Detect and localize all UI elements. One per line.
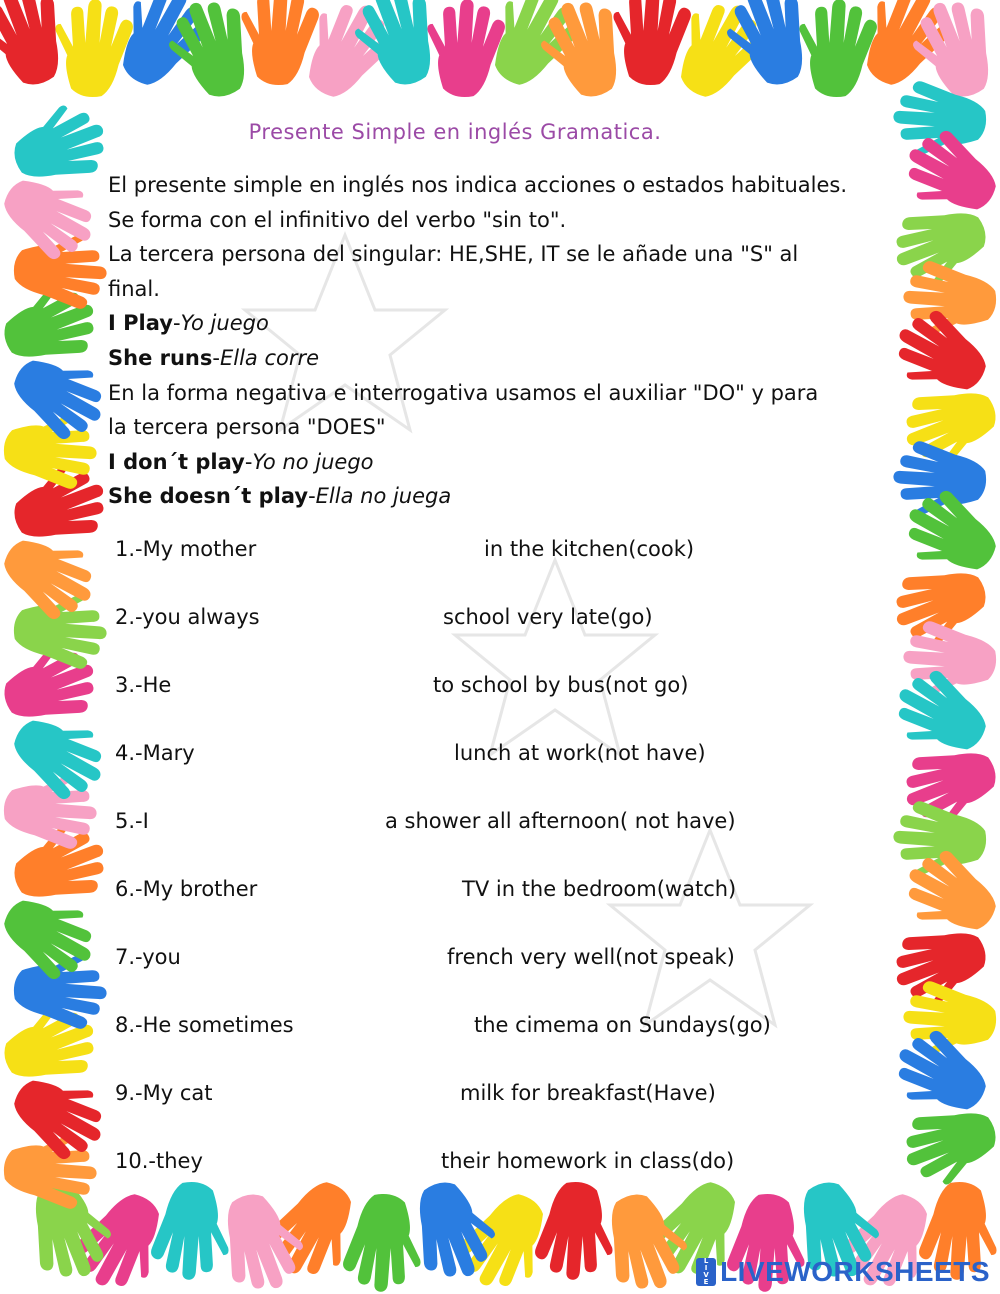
exercise-hint: milk for breakfast(Have) — [460, 1081, 716, 1105]
dash: - — [212, 345, 220, 370]
grammar-explanation — [108, 168, 908, 514]
dash: - — [172, 311, 181, 336]
example-line — [108, 445, 908, 480]
intro-line: En la forma negativa e interrogativa usamos el auxiliar "DO" y para — [108, 380, 819, 405]
exercise-hint: their homework in class(do) — [441, 1149, 735, 1173]
exercise-hint: the cimema on Sundays(go) — [474, 1013, 771, 1037]
exercise-prompt: 3.-He — [115, 673, 172, 697]
brand-name: LIVEWORKSHEETS — [720, 1256, 990, 1287]
exercise-hint: TV in the bedroom(watch) — [462, 877, 737, 901]
exercise-prompt: 5.-I — [115, 809, 149, 833]
exercise-prompt: 10.-they — [115, 1149, 203, 1173]
intro-line: Se forma con el infinitivo del verbo "sin to". — [108, 207, 567, 232]
example-spanish: Yo juego — [180, 311, 269, 336]
exercise-prompt: 2.-you always — [115, 605, 260, 629]
exercise-prompt: 9.-My cat — [115, 1081, 213, 1105]
exercise-hint: lunch at work(not have) — [454, 741, 706, 765]
exercise-hint: school very late(go) — [443, 605, 653, 629]
exercise-hint: in the kitchen(cook) — [484, 537, 695, 561]
intro-line: El presente simple en inglés nos indica acciones o estados habituales. — [108, 173, 848, 197]
live-badge-icon: L I V E — [696, 1258, 716, 1286]
dash: - — [308, 484, 316, 509]
example-spanish: Ella corre — [219, 345, 320, 370]
example-line — [108, 479, 908, 514]
exercise-hint: a shower all afternoon( not have) — [385, 809, 736, 833]
exercise-prompt: 6.-My brother — [115, 877, 258, 901]
exercise-prompt: 1.-My mother — [115, 537, 257, 561]
exercise-hint: to school by bus(not go) — [433, 673, 689, 697]
example-line — [108, 306, 908, 341]
liveworksheets-logo[interactable] — [696, 1255, 990, 1289]
intro-line: La tercera persona del singular: HE,SHE, IT se le añade una "S" al — [108, 242, 799, 267]
exercise-prompt: 7.-you — [115, 945, 181, 969]
example-english: She runs — [108, 345, 213, 370]
example-spanish: Yo no juego — [252, 449, 374, 474]
intro-line: la tercera persona "DOES" — [108, 415, 386, 440]
example-line — [108, 341, 908, 376]
page-title: Presente Simple en inglés Gramatica. — [248, 120, 662, 144]
exercise-prompt: 4.-Mary — [115, 741, 195, 765]
example-english: I Play — [108, 311, 173, 336]
exercise-prompt: 8.-He sometimes — [115, 1013, 294, 1037]
example-english: She doesn´t play — [108, 484, 309, 509]
example-english: I don´t play — [108, 449, 245, 474]
exercise-hint: french very well(not speak) — [447, 945, 735, 969]
dash: - — [244, 449, 253, 474]
intro-line: final. — [108, 276, 160, 301]
example-spanish: Ella no juega — [315, 484, 452, 509]
